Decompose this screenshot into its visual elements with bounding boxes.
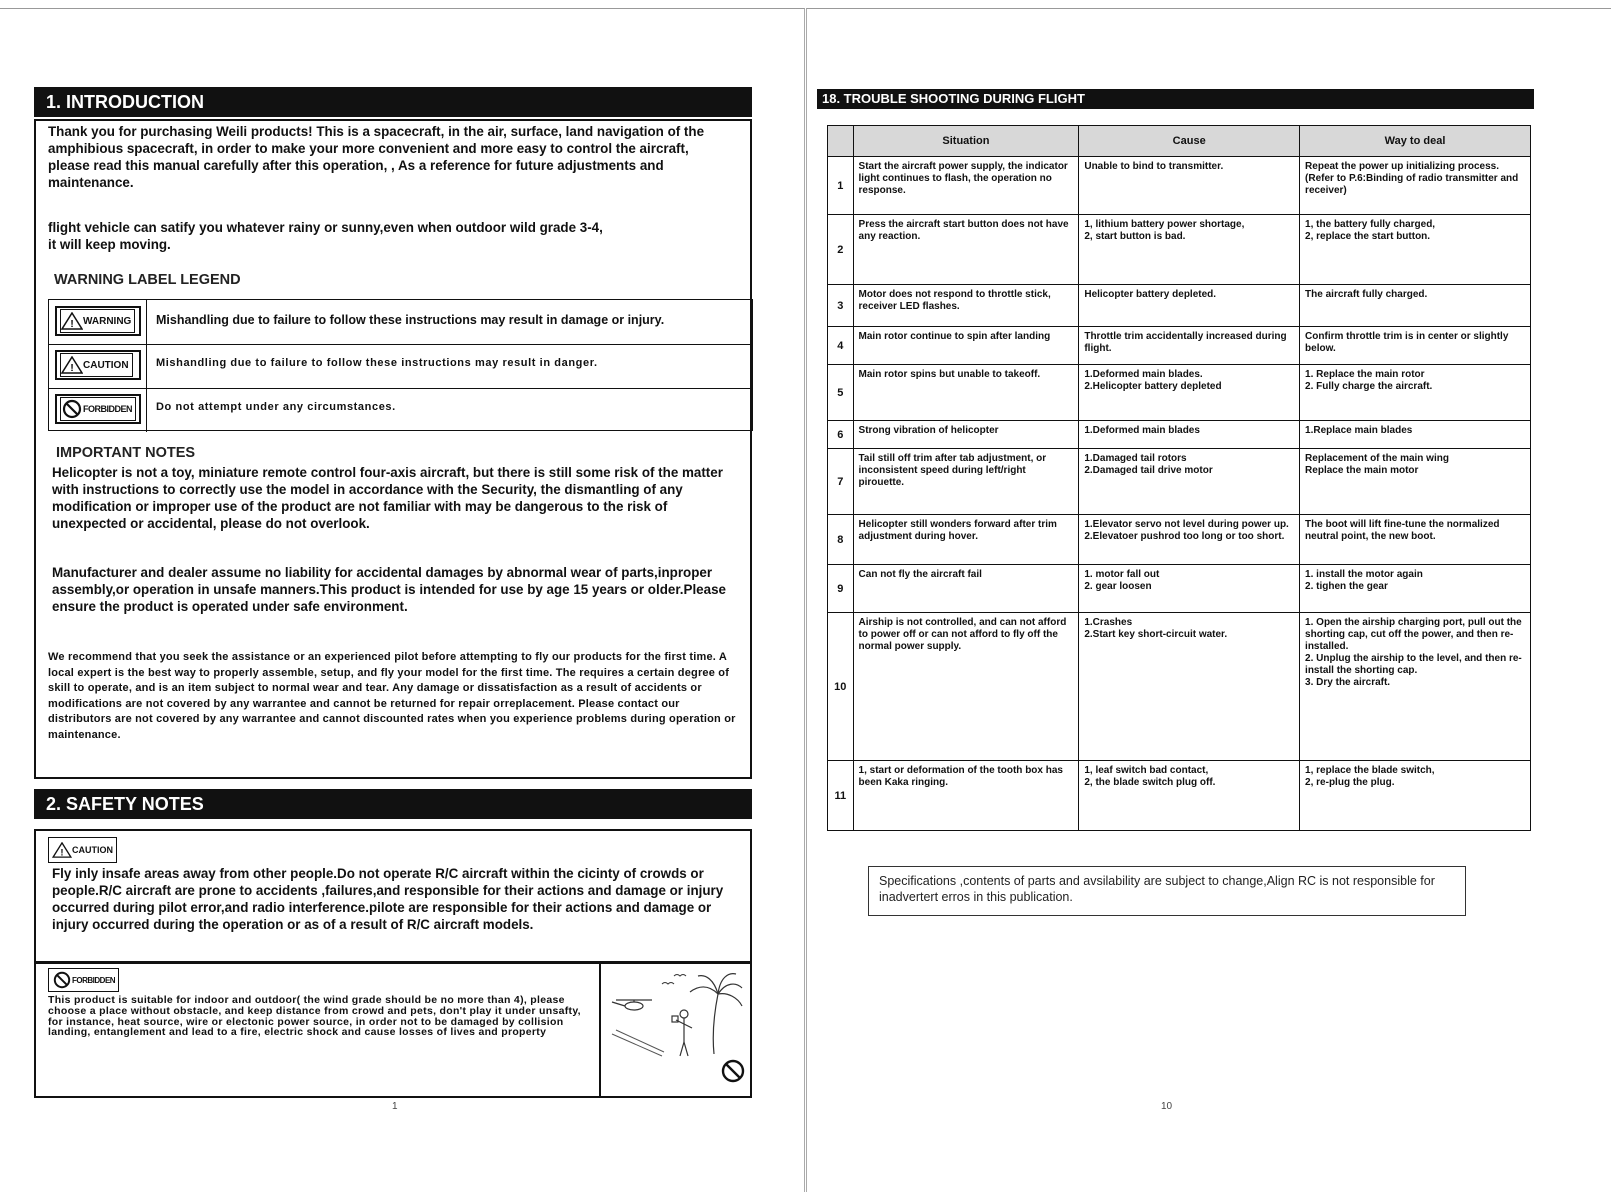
legend-title: WARNING LABEL LEGEND bbox=[54, 272, 241, 288]
warning-triangle-icon bbox=[52, 842, 72, 858]
table-header-cause: Cause bbox=[1079, 126, 1300, 157]
deal-cell: 1.Replace main blades bbox=[1300, 421, 1531, 449]
flight-line-2: it will keep moving. bbox=[48, 237, 171, 252]
row-number: 1 bbox=[828, 157, 854, 215]
deal-cell: The boot will lift fine-tune the normalized neutral point, the new boot. bbox=[1300, 515, 1531, 565]
caution-badge bbox=[55, 350, 141, 380]
table-row bbox=[828, 327, 1531, 365]
section1-title: 1. INTRODUCTION bbox=[46, 92, 205, 112]
cause-cell: Unable to bind to transmitter. bbox=[1079, 157, 1300, 215]
situation-cell: Tail still off trim after tab adjustment, or inconsistent speed during left/right pirouette. bbox=[853, 449, 1079, 515]
troubleshooting-table bbox=[827, 125, 1531, 831]
deal-cell: Replacement of the main wing Replace the main motor bbox=[1300, 449, 1531, 515]
table-header-deal: Way to deal bbox=[1300, 126, 1531, 157]
row-number: 5 bbox=[828, 365, 854, 421]
row-number: 8 bbox=[828, 515, 854, 565]
safety-forbidden-badge-label: FORBIDDEN bbox=[72, 975, 116, 985]
situation-cell: 1, start or deformation of the tooth box has been Kaka ringing. bbox=[853, 761, 1079, 831]
cause-cell: 1.Deformed main blades. 2.Helicopter battery depleted bbox=[1079, 365, 1300, 421]
section1-header bbox=[34, 87, 752, 117]
situation-cell: Strong vibration of helicopter bbox=[853, 421, 1079, 449]
safety-forbidden-box bbox=[34, 962, 752, 1098]
right-page bbox=[806, 8, 1611, 1192]
table-header-row bbox=[828, 126, 1531, 157]
introduction-box bbox=[34, 119, 752, 779]
cause-cell: Helicopter battery depleted. bbox=[1079, 285, 1300, 327]
warning-badge-label: WARNING bbox=[83, 315, 132, 327]
section2-header bbox=[34, 789, 752, 819]
deal-cell: Repeat the power up initializing process.(Refer to P.6:Binding of radio transmitter and receiver) bbox=[1300, 157, 1531, 215]
deal-cell: The aircraft fully charged. bbox=[1300, 285, 1531, 327]
table-row bbox=[828, 285, 1531, 327]
safety-forbidden-badge bbox=[48, 968, 119, 992]
forbidden-badge-label: FORBIDDEN bbox=[83, 404, 132, 414]
deal-cell: Confirm throttle trim is in center or slightly below. bbox=[1300, 327, 1531, 365]
safety-illustration bbox=[602, 964, 750, 1096]
svg-text:!: ! bbox=[70, 363, 74, 374]
cause-cell: 1.Damaged tail rotors 2.Damaged tail drive motor bbox=[1079, 449, 1300, 515]
row-number: 4 bbox=[828, 327, 854, 365]
safety-caution-badge bbox=[48, 837, 117, 863]
safety-forbidden-text: This product is suitable for indoor and outdoor( the wind grade should be no more than 4), please choose a place without obstacle, and keep distance from crowd and pets, don't play it under unsafty, for instance, heat source, wire or electonic power source, in order not to be damaged by collision landing, entanglement and lead to a fire, electric shock and cause losses of lives and property bbox=[48, 994, 581, 1039]
cause-cell: Throttle trim accidentally increased during flight. bbox=[1079, 327, 1300, 365]
table-row bbox=[828, 613, 1531, 761]
deal-cell: 1, the battery fully charged, 2, replace the start button. bbox=[1300, 215, 1531, 285]
deal-cell: 1. Open the airship charging port, pull out the shorting cap, cut off the power, and then re-installed. 2. Unplug the airship to the level, and then re-install the shorting cap. 3. Dry the aircraft. bbox=[1300, 613, 1531, 761]
table-row bbox=[828, 449, 1531, 515]
row-number: 3 bbox=[828, 285, 854, 327]
deal-cell: 1. install the motor again 2. tighen the gear bbox=[1300, 565, 1531, 613]
specifications-footnote: Specifications ,contents of parts and avsilability are subject to change,Align RC is not responsible for inadvertert erros in this publication. bbox=[868, 866, 1466, 916]
cause-cell: 1.Elevator servo not level during power up. 2.Elevatoer pushrod too long or too short. bbox=[1079, 515, 1300, 565]
deal-cell: 1, replace the blade switch, 2, re-plug the plug. bbox=[1300, 761, 1531, 831]
row-number: 10 bbox=[828, 613, 854, 761]
warning-legend-text: Mishandling due to failure to follow these instructions may result in damage or injury. bbox=[156, 313, 665, 327]
cause-cell: 1. motor fall out 2. gear loosen bbox=[1079, 565, 1300, 613]
situation-cell: Press the aircraft start button does not have any reaction. bbox=[853, 215, 1079, 285]
important-paragraph-2: Manufacturer and dealer assume no liability for accidental damages by abnormal wear of parts,inproper assembly,or operation in unsafe manners.This product is intended for use by age 15 years or older.Please ensure the product is operated under safe environment. bbox=[52, 565, 726, 614]
left-page-number: 1 bbox=[392, 1101, 398, 1112]
table-header-situation: Situation bbox=[853, 126, 1079, 157]
important-paragraph-1: Helicopter is not a toy, miniature remote control four-axis aircraft, but there is still some risk of the matter with instructions to correctly use the model in accordance with the Security, the dismantling of any modification or improper use of the product are not familiar with may be dangerous to the risk of unexpected or accidental, please do not overlook. bbox=[52, 465, 723, 531]
safety-caution-box bbox=[34, 829, 752, 963]
cause-cell: 1, lithium battery power shortage, 2, start button is bad. bbox=[1079, 215, 1300, 285]
row-number: 9 bbox=[828, 565, 854, 613]
row-number: 7 bbox=[828, 449, 854, 515]
intro-paragraph: Thank you for purchasing Weili products! This is a spacecraft, in the air, surface, land navigation of the amphibious spacecraft, in order to make your more convenient and more easy to control the aircraft, please read this manual carefully after this operation, , As a reference for future adjustments and maintenance. bbox=[48, 124, 705, 190]
situation-cell: Start the aircraft power supply, the indicator light continues to flash, the operation no response. bbox=[853, 157, 1079, 215]
situation-cell: Main rotor spins but unable to takeoff. bbox=[853, 365, 1079, 421]
section2-title: 2. SAFETY NOTES bbox=[46, 794, 204, 814]
warning-badge bbox=[55, 306, 141, 336]
situation-cell: Can not fly the aircraft fail bbox=[853, 565, 1079, 613]
cause-cell: 1.Crashes 2.Start key short-circuit water. bbox=[1079, 613, 1300, 761]
troubleshooting-header bbox=[817, 89, 1534, 109]
table-row bbox=[828, 365, 1531, 421]
flight-paragraph bbox=[48, 219, 728, 253]
legend-row-forbidden bbox=[49, 388, 752, 432]
row-number: 11 bbox=[828, 761, 854, 831]
troubleshooting-title: 18. TROUBLE SHOOTING DURING FLIGHT bbox=[822, 91, 1085, 106]
legend-row-warning bbox=[49, 300, 752, 345]
prohibited-circle-icon bbox=[61, 399, 83, 419]
important-notes-title: IMPORTANT NOTES bbox=[56, 445, 196, 461]
situation-cell: Motor does not respond to throttle stick, receiver LED flashes. bbox=[853, 285, 1079, 327]
safety-forbidden-text-area bbox=[36, 964, 601, 1096]
left-page bbox=[0, 8, 805, 1192]
table-row bbox=[828, 565, 1531, 613]
legend-table bbox=[48, 299, 753, 431]
prohibited-circle-icon bbox=[720, 1058, 746, 1084]
table-row bbox=[828, 515, 1531, 565]
svg-text:!: ! bbox=[60, 847, 64, 858]
table-row bbox=[828, 157, 1531, 215]
warning-triangle-icon bbox=[61, 312, 83, 330]
right-page-number: 10 bbox=[1161, 1101, 1173, 1112]
row-number: 6 bbox=[828, 421, 854, 449]
safety-caution-text: Fly inly insafe areas away from other people.Do not operate R/C aircraft within the cicinty of crowds or people.R/C aircraft are prone to accidents ,failures,and responsible for their actions and damage or injury occurred during pilot error,and radio interference.pilote are responsible for their actions and damage or injury occurred during the operation or as of a result of R/C aircraft models. bbox=[52, 866, 724, 932]
situation-cell: Helicopter still wonders forward after trim adjustment during hover. bbox=[853, 515, 1079, 565]
recommend-paragraph: We recommend that you seek the assistance or an experienced pilot before attempting to fly our products for the first time. A local expert is the best way to properly assemble, setup, and fly your model for the first time. The requires a certain degree of skill to operate, and is an item subject to normal wear and tear. Any damage or dissatisfaction as a result of accidents or modifications are not covered by any warrantee and cannot be returned for repair orreplacement. Please contact our distributors are not covered by any warrantee and cannot discounted rates when you experience problems during operation or maintenance. bbox=[48, 651, 736, 741]
legend-row-caution bbox=[49, 344, 752, 389]
cause-cell: 1, leaf switch bad contact, 2, the blade switch plug off. bbox=[1079, 761, 1300, 831]
deal-cell: 1. Replace the main rotor 2. Fully charge the aircraft. bbox=[1300, 365, 1531, 421]
flight-line-1: flight vehicle can satify you whatever rainy or sunny,even when outdoor wild grade 3-4, bbox=[48, 220, 603, 235]
situation-cell: Airship is not controlled, and can not afford to power off or can not afford to fly off the normal power supply. bbox=[853, 613, 1079, 761]
warning-triangle-icon bbox=[61, 356, 83, 374]
forbidden-legend-text: Do not attempt under any circumstances. bbox=[156, 401, 396, 413]
caution-legend-text: Mishandling due to failure to follow these instructions may result in danger. bbox=[156, 357, 598, 369]
table-row bbox=[828, 421, 1531, 449]
table-row bbox=[828, 215, 1531, 285]
caution-badge-label: CAUTION bbox=[83, 359, 129, 371]
situation-cell: Main rotor continue to spin after landing bbox=[853, 327, 1079, 365]
cause-cell: 1.Deformed main blades bbox=[1079, 421, 1300, 449]
forbidden-badge bbox=[55, 394, 141, 424]
row-number: 2 bbox=[828, 215, 854, 285]
prohibited-circle-icon bbox=[52, 971, 72, 989]
table-header-num bbox=[828, 126, 854, 157]
table-row bbox=[828, 761, 1531, 831]
svg-text:!: ! bbox=[70, 319, 74, 330]
safety-caution-badge-label: CAUTION bbox=[72, 845, 113, 855]
